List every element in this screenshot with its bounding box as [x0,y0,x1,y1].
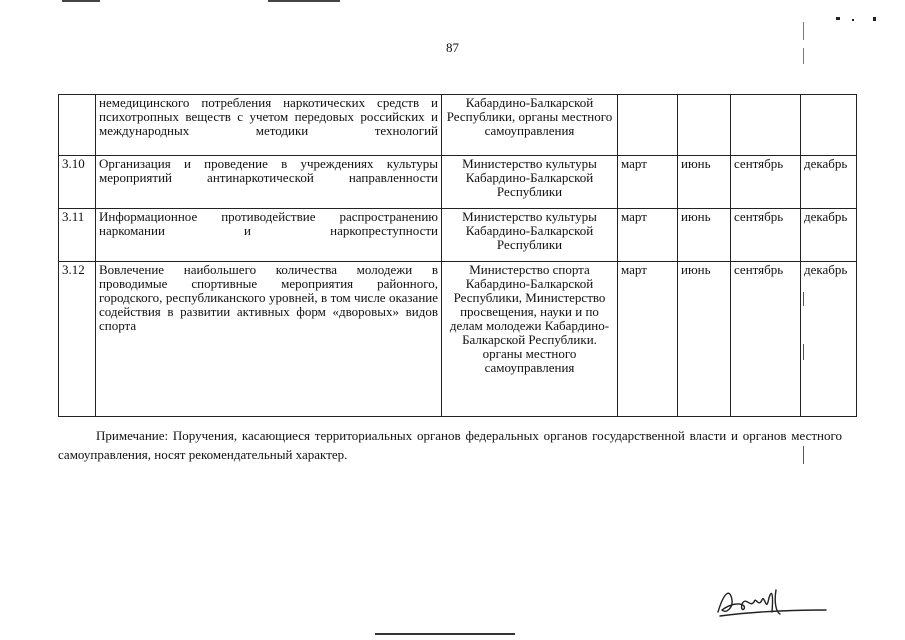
table-row [59,209,857,262]
measure-description: Организация и проведение в учреждениях культуры мероприятий антинаркотической направленности [96,156,442,209]
scan-artifact [873,17,876,21]
measure-description: Вовлечение наибольшего количества молодежи в проводимые спортивные мероприятия районного, городского, республиканского уровней, в том числе оказание содействия в развитии активных форм «дворовых» видов спорта [96,262,442,417]
term-q1: март [618,156,678,209]
row-number: 3.10 [59,156,96,209]
scan-edge-mark [62,0,100,2]
term-q4: декабрь [801,262,857,417]
term-q2: июнь [678,156,731,209]
row-number: 3.11 [59,209,96,262]
table-row [59,262,857,417]
term-q1: март [618,209,678,262]
responsible-party: Министерство культуры Кабардино-Балкарской Республики [442,156,618,209]
term-q2: июнь [678,262,731,417]
term-q4: декабрь [801,156,857,209]
measure-description: немедицинского потребления наркотических средств и психотропных веществ с учетом передовых российских и международных методики технологий [96,95,442,156]
scan-artifact [836,17,840,20]
measure-description: Информационное противодействие распространению наркомании и наркопреступности [96,209,442,262]
scan-edge-mark [375,633,515,635]
signature-image [710,582,830,622]
term-q3 [731,95,801,156]
term-q3: сентябрь [731,156,801,209]
footnote-text: Примечание: Поручения, касающиеся территориальных органов федеральных органов государственной власти и органов местного самоуправления, носят рекомендательный характер. [58,428,842,462]
term-q3: сентябрь [731,209,801,262]
term-q1: март [618,262,678,417]
term-q1 [618,95,678,156]
responsible-party: Министерство культуры Кабардино-Балкарской Республики [442,209,618,262]
page-number: 87 [446,40,459,55]
footnote [58,426,842,464]
term-q4: декабрь [801,209,857,262]
term-q2 [678,95,731,156]
scan-edge-mark [268,0,340,2]
responsible-party: Министерство спорта Кабардино-Балкарской Республики, Министерство просвещения, науки и по делам молодежи Кабардино-Балкарской Республики. органы местного самоуправления [442,262,618,417]
term-q4 [801,95,857,156]
term-q3: сентябрь [731,262,801,417]
responsible-party: Кабардино-Балкарской Республики, органы местного самоуправления [442,95,618,156]
term-q2: июнь [678,209,731,262]
table-row [59,95,857,156]
table-row [59,156,857,209]
measures-table [58,94,857,417]
row-number [59,95,96,156]
scan-artifact [852,19,854,21]
scan-artifact [803,22,804,40]
row-number: 3.12 [59,262,96,417]
